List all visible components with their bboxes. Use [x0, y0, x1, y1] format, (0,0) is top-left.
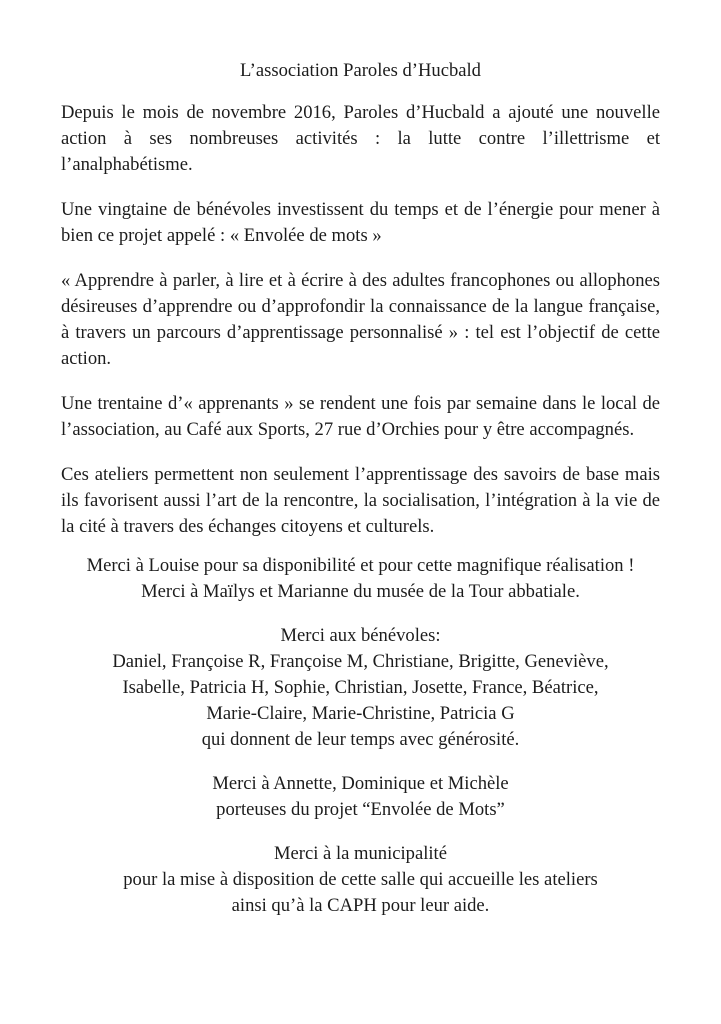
thanks-line: porteuses du projet “Envolée de Mots” — [216, 799, 505, 820]
thanks-line: Merci à Louise pour sa disponibilité et pour cette magnifique réalisation ! — [86, 555, 635, 576]
thanks-louise-block — [61, 553, 660, 605]
paragraph-volunteers: Une vingtaine de bénévoles investissent du temps et de l’énergie pour mener à bien ce projet appelé : « Envolée de mots » — [61, 199, 660, 246]
thanks-line: Daniel, Françoise R, Françoise M, Christiane, Brigitte, Geneviève, — [112, 651, 609, 672]
thanks-line: Marie-Claire, Marie-Christine, Patricia G — [206, 703, 515, 724]
thanks-line: ainsi qu’à la CAPH pour leur aide. — [231, 895, 490, 916]
document-page — [61, 58, 660, 937]
paragraph-learners: Une trentaine d’« apprenants » se rendent une fois par semaine dans le local de l’association, au Café aux Sports, 27 rue d’Orchies pour y être accompagnés. — [61, 393, 660, 440]
thanks-line: Merci à Annette, Dominique et Michèle — [212, 773, 509, 794]
paragraph-intro: Depuis le mois de novembre 2016, Paroles d’Hucbald a ajouté une nouvelle action à ses nombreuses activités : la lutte contre l’illettrisme et l’analphabétisme. — [61, 102, 660, 175]
thanks-municipality-block — [61, 841, 660, 919]
thanks-project-carriers-block — [61, 771, 660, 823]
thanks-line: Merci à la municipalité — [274, 843, 447, 864]
document-title: L’association Paroles d’Hucbald — [240, 60, 481, 81]
paragraph-objective: « Apprendre à parler, à lire et à écrire à des adultes francophones ou allophones désireuses d’apprendre ou d’approfondir la connaissance de la langue française, à travers un parcours d’apprentissage personnalisé » : tel est l’objectif de cette action. — [61, 270, 660, 369]
thanks-line: Merci aux bénévoles: — [280, 625, 441, 646]
thanks-volunteers-block — [61, 623, 660, 753]
thanks-line: pour la mise à disposition de cette salle qui accueille les ateliers — [123, 869, 598, 890]
paragraph-workshops: Ces ateliers permettent non seulement l’apprentissage des savoirs de base mais ils favorisent aussi l’art de la rencontre, la socialisation, l’intégration à la vie de la cité à travers des échanges citoyens et culturels. — [61, 464, 660, 537]
thanks-line: Isabelle, Patricia H, Sophie, Christian, Josette, France, Béatrice, — [122, 677, 599, 698]
thanks-line: Merci à Maïlys et Marianne du musée de la Tour abbatiale. — [141, 581, 580, 602]
thanks-line: qui donnent de leur temps avec générosité. — [201, 729, 520, 750]
